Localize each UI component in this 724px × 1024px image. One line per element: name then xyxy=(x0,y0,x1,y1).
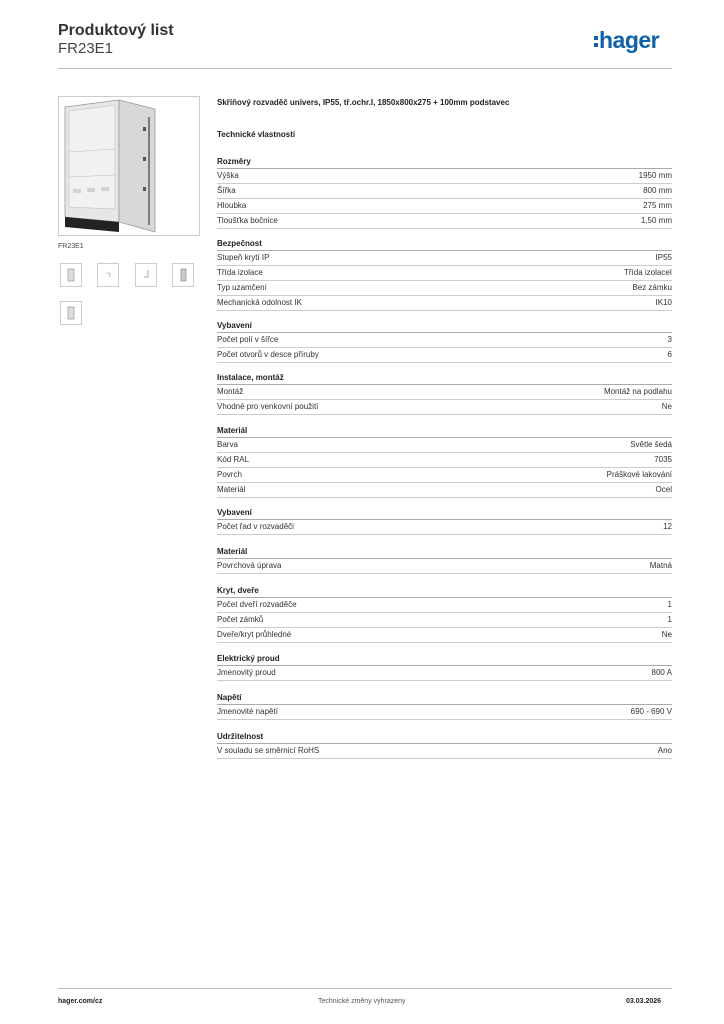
cabinet-front-icon[interactable] xyxy=(60,263,82,287)
section-sustainability xyxy=(217,731,672,759)
spec-value: 12 xyxy=(663,522,672,531)
product-code: FR23E1 xyxy=(58,40,114,57)
spec-label: Výška xyxy=(217,171,239,180)
spec-label: Dveře/kryt průhledné xyxy=(217,630,292,639)
spec-value: 6 xyxy=(667,350,672,359)
spec-row xyxy=(217,705,672,720)
spec-row xyxy=(217,628,672,643)
spec-row xyxy=(217,348,672,363)
spec-row xyxy=(217,169,672,184)
spec-row xyxy=(217,184,672,199)
spec-value: Práškové lakování xyxy=(606,470,672,479)
spec-value: Ano xyxy=(657,746,672,755)
section-surface xyxy=(217,546,672,574)
hager-logo xyxy=(594,27,659,54)
spec-value: 1950 mm xyxy=(638,171,672,180)
spec-label: Počet polí v šířce xyxy=(217,335,279,344)
section-voltage xyxy=(217,692,672,720)
spec-row xyxy=(217,559,672,574)
technical-properties-title: Technické vlastnosti xyxy=(217,130,296,139)
spec-value: 3 xyxy=(667,335,672,344)
spec-label: Hloubka xyxy=(217,201,247,210)
cabinet-side-glyph xyxy=(173,264,193,286)
spec-label: Jmenovité napětí xyxy=(217,707,278,716)
section-equipment xyxy=(217,320,672,363)
bracket-detail-glyph xyxy=(136,264,156,286)
spec-label: Barva xyxy=(217,440,238,449)
spec-value: 800 mm xyxy=(643,186,672,195)
cabinet-panel-glyph xyxy=(61,302,81,324)
spec-label: Tloušťka bočnice xyxy=(217,216,278,225)
spec-value: Světle šedá xyxy=(630,440,672,449)
spec-row xyxy=(217,199,672,214)
spec-row xyxy=(217,453,672,468)
spec-label: V souladu se směrnicí RoHS xyxy=(217,746,320,755)
header-divider xyxy=(58,68,672,69)
spec-label: Montáž xyxy=(217,387,244,396)
spec-value: 1 xyxy=(667,615,672,624)
section-title: Materiál xyxy=(217,546,672,559)
section-dimensions xyxy=(217,156,672,229)
spec-row xyxy=(217,385,672,400)
spec-row xyxy=(217,333,672,348)
corner-detail-icon[interactable] xyxy=(97,263,119,287)
spec-value: 1,50 mm xyxy=(640,216,672,225)
section-title: Vybavení xyxy=(217,507,672,520)
spec-value: Matná xyxy=(649,561,672,570)
spec-row xyxy=(217,400,672,415)
page-title: Produktový list xyxy=(58,22,174,39)
spec-value: Ne xyxy=(661,630,672,639)
spec-row xyxy=(217,483,672,498)
cabinet-panel-icon[interactable] xyxy=(60,301,82,325)
spec-label: Materiál xyxy=(217,485,246,494)
spec-value: Třída izolaceI xyxy=(623,268,672,277)
spec-value: 1 xyxy=(667,600,672,609)
footer-website-link[interactable]: hager.com/cz xyxy=(58,998,103,1005)
spec-label: Kód RAL xyxy=(217,455,250,464)
spec-label: Šířka xyxy=(217,186,236,195)
cabinet-front-glyph xyxy=(61,264,81,286)
section-title: Instalace, montáž xyxy=(217,372,672,385)
spec-value: Bez zámku xyxy=(632,283,672,292)
spec-value: IK10 xyxy=(655,298,672,307)
spec-row xyxy=(217,438,672,453)
spec-value: 7035 xyxy=(654,455,672,464)
spec-label: Vhodné pro venkovní použití xyxy=(217,402,319,411)
footer-date: 03.03.2026 xyxy=(626,998,662,1005)
spec-row xyxy=(217,666,672,681)
spec-value: Montáž na podlahu xyxy=(603,387,672,396)
spec-label: Počet otvorů v desce příruby xyxy=(217,350,319,359)
spec-row xyxy=(217,266,672,281)
spec-value: Ne xyxy=(661,402,672,411)
spec-label: Mechanická odolnost IK xyxy=(217,298,302,307)
section-title: Napětí xyxy=(217,692,672,705)
spec-row xyxy=(217,613,672,628)
spec-row xyxy=(217,251,672,266)
spec-label: Třída izolace xyxy=(217,268,263,277)
section-material xyxy=(217,425,672,498)
spec-row xyxy=(217,214,672,229)
spec-value: 690 - 690 V xyxy=(630,707,672,716)
footer-divider xyxy=(58,988,672,989)
corner-detail-glyph xyxy=(98,264,118,286)
section-title: Elektrický proud xyxy=(217,653,672,666)
section-installation xyxy=(217,372,672,415)
section-current xyxy=(217,653,672,681)
cabinet-illustration xyxy=(59,97,199,235)
product-description: Skříňový rozvaděč univers, IP55, tř.ochr.I, 1850x800x275 + 100mm podstavec xyxy=(217,98,510,107)
spec-label: Stupeň krytí IP xyxy=(217,253,270,262)
spec-label: Jmenovitý proud xyxy=(217,668,276,677)
cabinet-side-icon[interactable] xyxy=(172,263,194,287)
cabinet-open-door-image xyxy=(58,96,200,236)
logo-text: hager xyxy=(599,27,660,53)
spec-label: Počet řad v rozvaděči xyxy=(217,522,294,531)
spec-row xyxy=(217,598,672,613)
section-safety xyxy=(217,238,672,311)
section-title: Vybavení xyxy=(217,320,672,333)
spec-value: Ocel xyxy=(655,485,672,494)
section-title: Kryt, dveře xyxy=(217,585,672,598)
spec-row xyxy=(217,744,672,759)
image-caption: FR23E1 xyxy=(58,243,84,250)
section-title: Udržitelnost xyxy=(217,731,672,744)
section-cover-doors xyxy=(217,585,672,643)
spec-label: Povrch xyxy=(217,470,242,479)
bracket-detail-icon[interactable] xyxy=(135,263,157,287)
spec-label: Počet zámků xyxy=(217,615,264,624)
spec-row xyxy=(217,281,672,296)
spec-value: 275 mm xyxy=(643,201,672,210)
section-title: Bezpečnost xyxy=(217,238,672,251)
spec-row xyxy=(217,520,672,535)
section-equipment-rows xyxy=(217,507,672,535)
spec-row xyxy=(217,468,672,483)
spec-label: Počet dveří rozvaděče xyxy=(217,600,297,609)
spec-label: Typ uzamčení xyxy=(217,283,267,292)
spec-value: 800 A xyxy=(651,668,672,677)
logo-dots-icon xyxy=(594,33,598,50)
spec-label: Povrchová úprava xyxy=(217,561,282,570)
section-title: Materiál xyxy=(217,425,672,438)
spec-value: IP55 xyxy=(655,253,672,262)
section-title: Rozměry xyxy=(217,156,672,169)
footer-note: Technické změny vyhrazeny xyxy=(318,998,406,1005)
spec-row xyxy=(217,296,672,311)
